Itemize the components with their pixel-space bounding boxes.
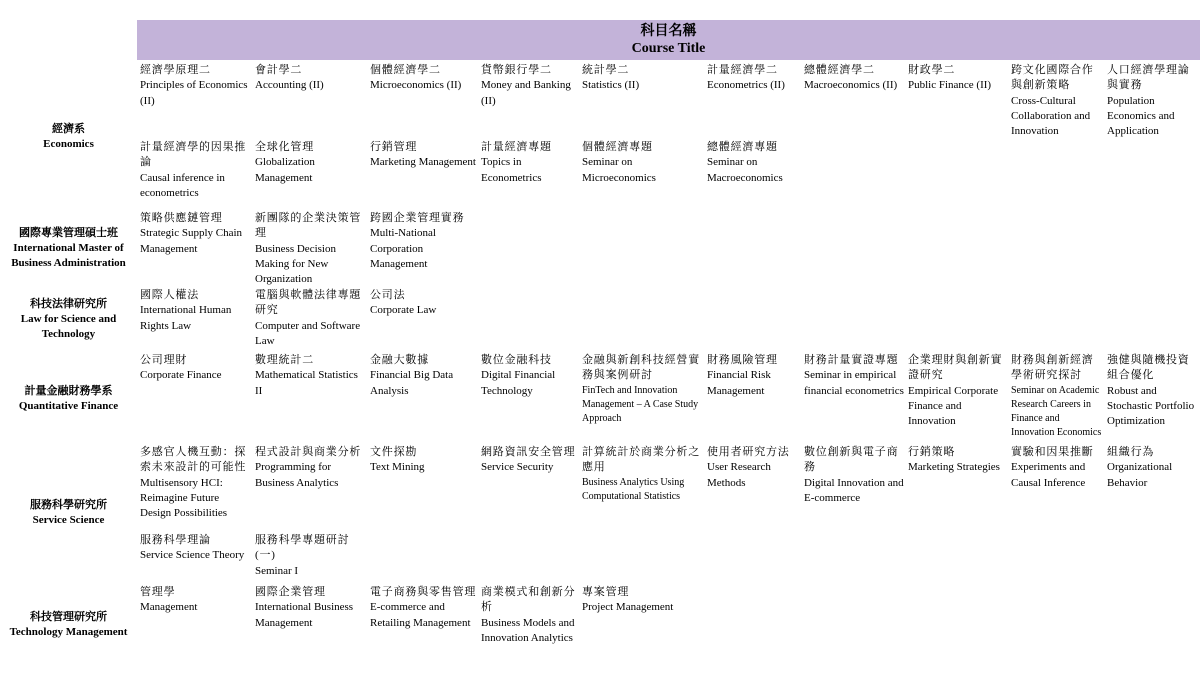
course-cell: 財務與創新經濟學術研究探討 Seminar on Academic Research Careers in Finance and Innovation Economics: [1011, 354, 1102, 438]
course-cell: 網路資訊安全管理 Service Security: [481, 446, 576, 474]
dept-imba: 國際專業管理碩士班 International Master of Business Administration: [11, 227, 126, 269]
dept-quantitative-finance: 計量金融財務學系 Quantitative Finance: [18, 385, 119, 412]
course-cell: 行銷策略 Marketing Strategies: [908, 446, 1000, 474]
course-cell: 財務風險管理 Financial Risk Management: [707, 354, 778, 397]
course-cell: 電腦與軟體法律專題研究 Computer and Software Law: [255, 289, 362, 347]
course-cell: 財務計量實證專題 Seminar in empirical financial econometrics: [804, 354, 904, 397]
course-cell: 服務科學理論 Service Science Theory: [140, 534, 245, 562]
course-cell: 統計學二 Statistics (II): [582, 64, 640, 92]
dept-technology-management: 科技管理研究所 Technology Management: [9, 611, 128, 638]
course-cell: 數理統計二 Mathematical Statistics II: [255, 354, 358, 397]
header-title-zh: 科目名稱: [640, 24, 697, 39]
course-cell: 強健與隨機投資組合優化 Robust and Stochastic Portfolio Optimization: [1107, 354, 1195, 428]
course-cell: 跨國企業管理實務 Multi-National Corporation Management: [370, 212, 465, 270]
course-cell: 數位創新與電子商務 Digital Innovation and E-commerce: [804, 446, 904, 504]
course-cell: 全球化管理 Globalization Management: [255, 141, 315, 184]
course-cell: 跨文化國際合作與創新策略 Cross-Cultural Collaboration and Innovation: [1011, 64, 1094, 138]
dept-service-science: 服務科學研究所 Service Science: [30, 499, 107, 526]
course-cell: 服務科學專題研討(一) Seminar I: [255, 534, 350, 577]
course-cell: 個體經濟學二 Microeconomics (II): [370, 64, 462, 92]
course-cell: 管理學 Management: [140, 586, 198, 614]
course-cell: 實驗和因果推斷 Experiments and Causal Inference: [1011, 446, 1094, 489]
course-cell: 計算統計於商業分析之應用 Business Analytics Using Computational Statistics: [582, 446, 700, 502]
course-cell: 金融與新創科技經營實務與案例研討 FinTech and Innovation Management – A Case Study Approach: [582, 354, 700, 424]
course-cell: 國際企業管理 International Business Management: [255, 586, 354, 629]
dept-law-science-technology: 科技法律研究所 Law for Science and Technology: [20, 298, 117, 340]
course-cell: 計量經濟學二 Econometrics (II): [707, 64, 785, 92]
course-cell: 數位金融科技 Digital Financial Technology: [481, 354, 556, 397]
course-cell: 多感官人機互動：探索未來設計的可能性 Multisensory HCI: Reimagine Future Design Possibilities: [140, 446, 247, 520]
course-cell: 行銷管理 Marketing Management: [370, 141, 476, 169]
course-cell: 計量經濟學的因果推論 Causal inference in econometrics: [140, 141, 247, 199]
course-cell: 會計學二 Accounting (II): [255, 64, 324, 92]
course-cell: 公司理財 Corporate Finance: [140, 354, 222, 382]
course-cell: 策略供應鏈管理 Strategic Supply Chain Management: [140, 212, 243, 255]
course-cell: 個體經濟專題 Seminar on Microeconomics: [582, 141, 656, 184]
course-cell: 國際人權法 International Human Rights Law: [140, 289, 232, 332]
course-cell: 商業模式和創新分析 Business Models and Innovation Analytics: [481, 586, 576, 644]
course-cell: 總體經濟專題 Seminar on Macroeconomics: [707, 141, 783, 184]
dept-economics: 經濟系 Economics: [43, 123, 94, 150]
course-cell: 使用者研究方法 User Research Methods: [707, 446, 790, 489]
course-cell: 電子商務與零售管理 E-commerce and Retailing Management: [370, 586, 477, 629]
course-cell: 總體經濟學二 Macroeconomics (II): [804, 64, 898, 92]
course-cell: 專案管理 Project Management: [582, 586, 674, 614]
course-title-header: [137, 20, 1200, 60]
course-cell: 程式設計與商業分析 Programming for Business Analytics: [255, 446, 362, 489]
course-cell: 新團隊的企業決策管理 Business Decision Making for New Organization: [255, 212, 362, 286]
course-cell: 公司法 Corporate Law: [370, 289, 437, 317]
course-cell: 計量經濟專題 Topics in Econometrics: [481, 141, 552, 184]
course-cell: 金融大數據 Financial Big Data Analysis: [370, 354, 454, 397]
header-title-en: Course Title: [631, 41, 706, 56]
course-cell: 財政學二 Public Finance (II): [908, 64, 992, 92]
course-cell: 企業理財與創新實證研究 Empirical Corporate Finance and Innovation: [908, 354, 1003, 428]
course-cell: 貨幣銀行學二 Money and Banking (II): [481, 64, 571, 107]
course-cell: 人口經濟學理論與實務 Population Economics and Application: [1107, 64, 1190, 138]
course-cell: 經濟學原理二 Principles of Economics (II): [140, 64, 248, 107]
course-cell: 文件探勘 Text Mining: [370, 446, 425, 474]
course-cell: 組織行為 Organizational Behavior: [1107, 446, 1173, 489]
